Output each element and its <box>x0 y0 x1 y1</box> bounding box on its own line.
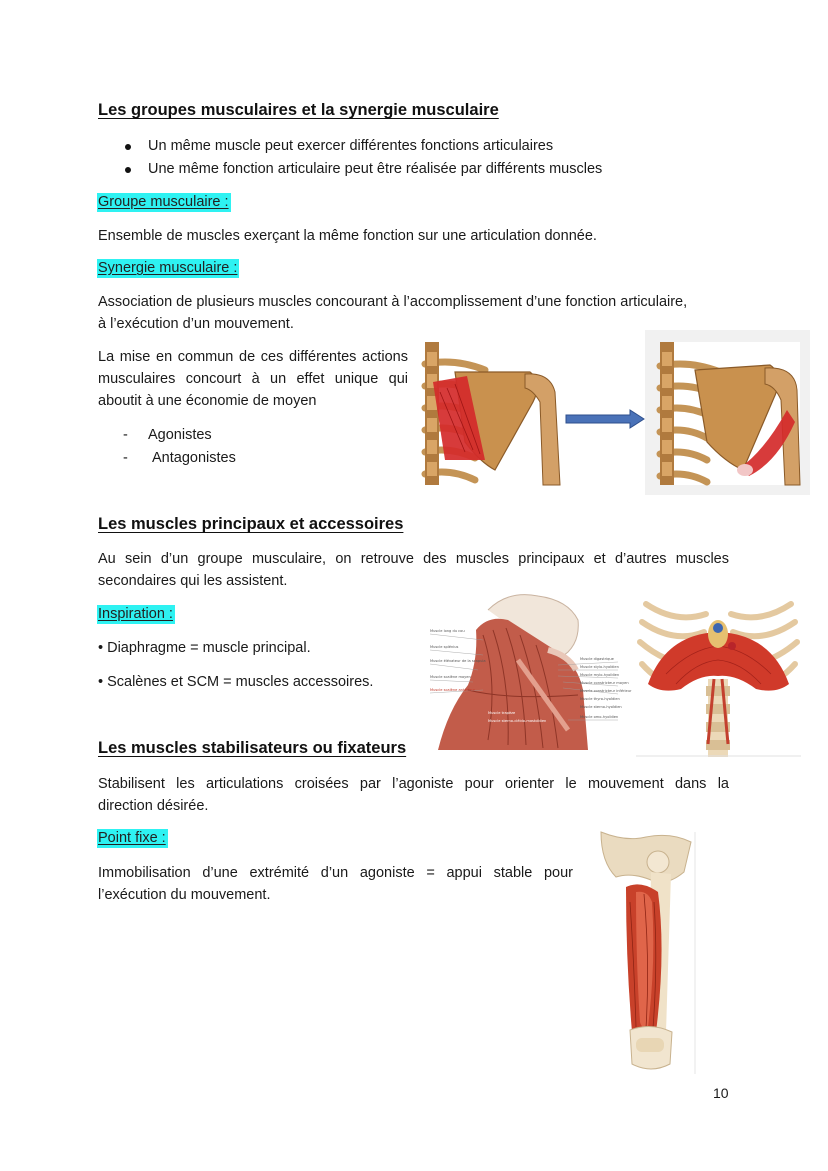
roles-dash-list <box>98 424 236 469</box>
neck-label: Muscle thyro-hyoïdien <box>580 697 620 701</box>
synergie-bullet-list <box>98 135 602 180</box>
neck-label: Muscle sterno-cléido-mastoïdien <box>488 719 547 723</box>
neck-muscles-illustration <box>428 590 632 750</box>
neck-label: Muscle trapèze <box>488 711 516 715</box>
neck-label: Muscle constricteur inférieur <box>580 689 632 693</box>
section-title-synergie: Les groupes musculaires et la synergie musculaire <box>98 101 499 119</box>
inspiration-item-scalenes: • Scalènes et SCM = muscles accessoires. <box>98 674 374 690</box>
principaux-intro-line-2: secondaires qui les assistent. <box>98 573 288 589</box>
neck-label: Muscle long du cou <box>430 629 465 633</box>
neck-label: Muscle scalène antérieur <box>430 688 476 692</box>
list-item: Un même muscle peut exercer différentes fonctions articulaires <box>98 135 602 158</box>
neck-label: Muscle splénius <box>430 645 459 649</box>
synergie-definition-line-2: à l’exécution d’un mouvement. <box>98 316 294 332</box>
section-title-principaux: Les muscles principaux et accessoires <box>98 515 404 533</box>
point-fixe-definition-line-1: Immobilisation d’une extrémité d’un agoniste = appui stable pour <box>98 865 573 881</box>
list-item: - Agonistes <box>98 424 236 447</box>
thigh-muscles-illustration <box>596 832 698 1074</box>
principaux-intro-line-1: Au sein d’un groupe musculaire, on retrouve des muscles principaux et d’autres muscles <box>98 551 729 567</box>
synergie-definition-line-1: Association de plusieurs muscles concourant à l’accomplissement d’une fonction articulaire, <box>98 294 688 310</box>
neck-label: Muscle sterno-hyoïdien <box>580 705 622 709</box>
stabilisateurs-intro-line-1: Stabilisent les articulations croisées par l’agoniste pour orienter le mouvement dans la <box>98 776 729 792</box>
right-arrow-icon <box>566 410 644 428</box>
list-item: - Antagonistes <box>98 447 236 470</box>
neck-label: Muscle élévateur de la scapula <box>430 659 486 663</box>
mise-en-commun-line-2: musculaires concourt à un effet unique qui <box>98 371 408 387</box>
neck-label: Muscle mylo-hyoïdien <box>580 673 620 677</box>
neck-label: Muscle omo-hyoïdien <box>580 715 619 719</box>
synergie-musculaire-label: Synergie musculaire : <box>98 260 238 276</box>
shoulder-illustration-before <box>425 342 560 485</box>
neck-label: Muscle scalène moyen <box>430 675 471 679</box>
inspiration-item-diaphragme: • Diaphragme = muscle principal. <box>98 640 311 656</box>
neck-label: Muscle stylo-hyoïdien <box>580 665 619 669</box>
point-fixe-label: Point fixe : <box>98 830 166 846</box>
mise-en-commun-paragraph <box>98 346 408 412</box>
groupe-musculaire-definition: Ensemble de muscles exerçant la même fonction sur une articulation donnée. <box>98 228 597 244</box>
stabilisateurs-intro-line-2: direction désirée. <box>98 798 209 814</box>
inspiration-label: Inspiration : <box>98 606 173 622</box>
diaphragm-illustration <box>636 594 801 757</box>
point-fixe-definition-line-2: l’exécution du mouvement. <box>98 887 271 903</box>
neck-label: Muscle constricteur moyen <box>580 681 629 685</box>
list-item: Une même fonction articulaire peut être réalisée par différents muscles <box>98 158 602 181</box>
mise-en-commun-line-3: aboutit à une économie de moyen <box>98 393 317 409</box>
mise-en-commun-line-1: La mise en commun de ces différentes actions <box>98 349 408 365</box>
shoulder-illustration-after <box>645 330 810 495</box>
page-number: 10 <box>713 1085 729 1101</box>
section-title-stabilisateurs: Les muscles stabilisateurs ou fixateurs <box>98 739 407 757</box>
neck-label: Muscle digastrique <box>580 657 614 661</box>
groupe-musculaire-label: Groupe musculaire : <box>98 194 229 210</box>
